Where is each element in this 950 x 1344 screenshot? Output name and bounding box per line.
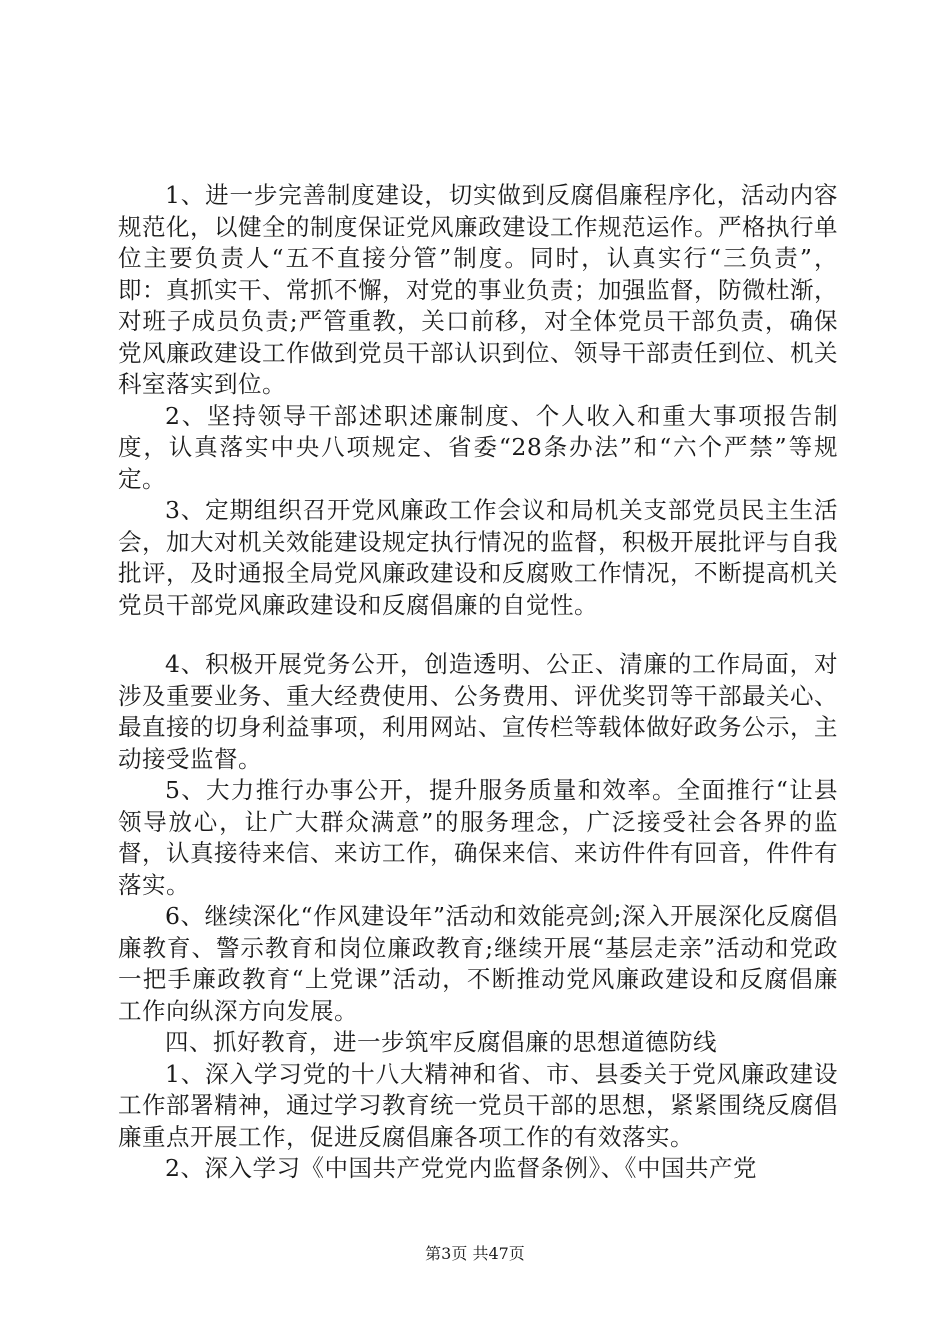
paragraph-item-4: 4、积极开展党务公开，创造透明、公正、清廉的工作局面，对涉及重要业务、重大经费使用、公务费用、评优奖罚等干部最关心、最直接的切身利益事项，利用网站、宣传栏等载体做好政务公示，主动接受监督。 [118,650,838,773]
paragraph-edu-2: 2、深入学习《中国共产党党内监督条例》、《中国共产党 [165,1154,757,1182]
paragraph-item-6: 6、继续深化“作风建设年”活动和效能亮剑;深入开展深化反腐倡廉教育、警示教育和岗位廉政教育;继续开展“基层走亲”活动和党政一把手廉政教育“上党课”活动，不断推动党风廉政建设和反腐倡廉工作向纵深方向发展。 [118,902,838,1025]
paragraph-edu-1: 1、深入学习党的十八大精神和省、市、县委关于党风廉政建设工作部署精神，通过学习教育统一党员干部的思想，紧紧围绕反腐倡廉重点开展工作，促进反腐倡廉各项工作的有效落实。 [118,1059,838,1151]
document-body [118,180,838,1185]
section-heading-4: 四、抓好教育，进一步筑牢反腐倡廉的思想道德防线 [165,1028,717,1056]
paragraph-item-3: 3、定期组织召开党风廉政工作会议和局机关支部党员民主生活会，加大对机关效能建设规定执行情况的监督，积极开展批评与自我批评，及时通报全局党风廉政建设和反腐败工作情况，不断提高机关党员干部党风廉政建设和反腐倡廉的自觉性。 [118,496,838,619]
paragraph-item-2: 2、坚持领导干部述职述廉制度、个人收入和重大事项报告制度，认真落实中央八项规定、省委“28条办法”和“六个严禁”等规定。 [118,401,838,493]
page-number-footer: 第3页 共47页 [425,1244,525,1263]
paragraph-item-1: 1、进一步完善制度建设，切实做到反腐倡廉程序化，活动内容规范化，以健全的制度保证党风廉政建设工作规范运作。严格执行单位主要负责人“五不直接分管”制度。同时，认真实行“三负责”，即：真抓实干、常抓不懈，对党的事业负责；加强监督，防微杜渐，对班子成员负责;严管重教，关口前移，对全体党员干部负责，确保党风廉政建设工作做到党员干部认识到位、领导干部责任到位、机关科室落实到位。 [118,181,838,398]
paragraph-item-5: 5、大力推行办事公开，提升服务质量和效率。全面推行“让县领导放心，让广大群众满意”的服务理念，广泛接受社会各界的监督，认真接待来信、来访工作，确保来信、来访件件有回音，件件有落实。 [118,776,838,899]
